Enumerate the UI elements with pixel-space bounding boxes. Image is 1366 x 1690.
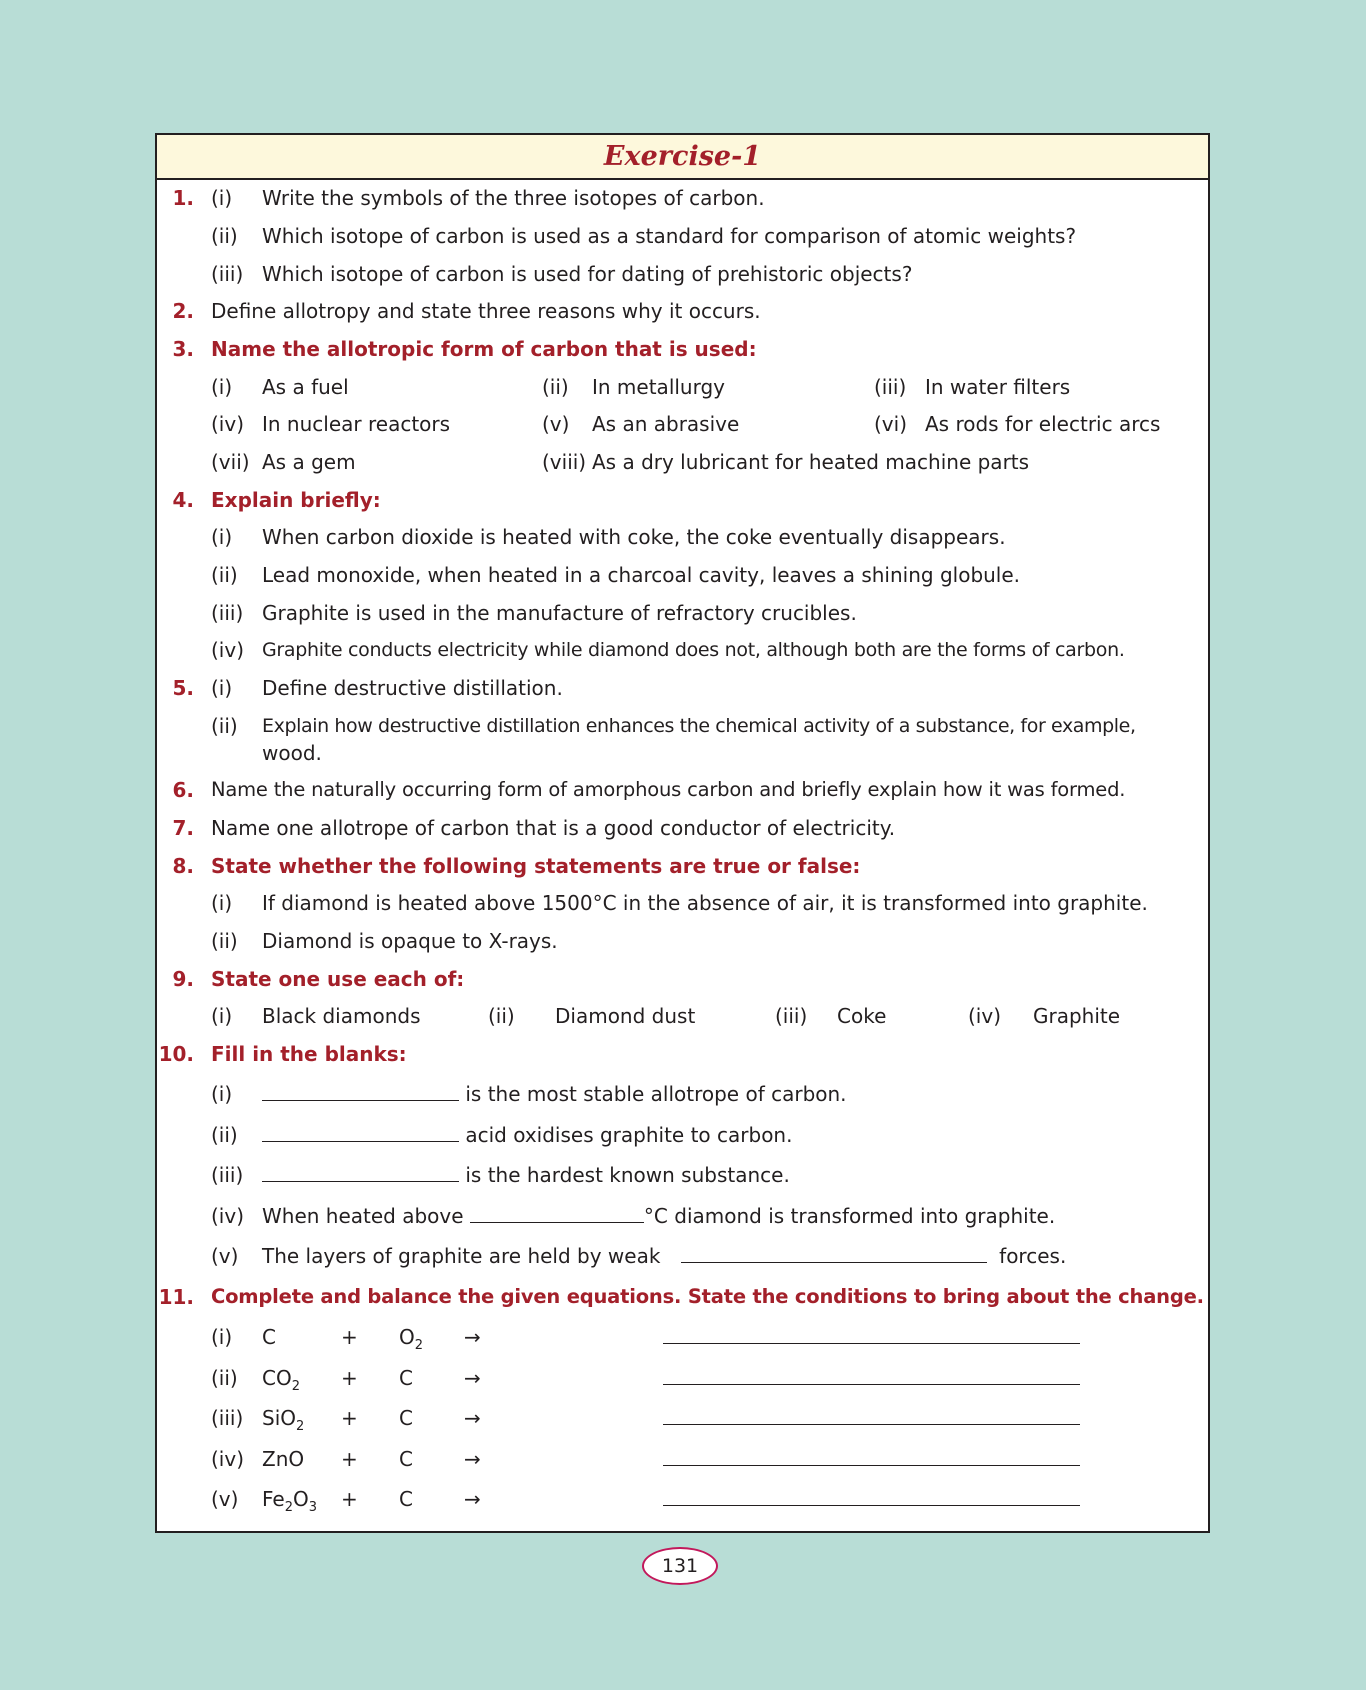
q3-items-row-2 (157, 408, 1208, 440)
arrow-icon: → (464, 1325, 481, 1349)
q11-v-r1-sub: 2 (284, 1500, 293, 1515)
q11-text: Complete and balance the given equations. State the conditions to bring about the change. (211, 1285, 1204, 1308)
q11-eq-iv (157, 1443, 1208, 1475)
q4-row-iv (157, 634, 1208, 666)
q3-text: Name the allotropic form of carbon that is used: (211, 337, 757, 361)
q3-vi-text: As rods for electric arcs (925, 412, 1161, 436)
q5-ii-text: Explain how destructive distillation enhances the chemical activity of a substance, for example, (262, 715, 1136, 737)
q8-ii-label: (ii) (211, 929, 238, 953)
q4-row (157, 484, 1208, 516)
q10-row-i (157, 1078, 1208, 1110)
q9-iv-label: (iv) (968, 1004, 1001, 1028)
q2-number: 2. (172, 299, 194, 323)
q1-i-label: (i) (211, 186, 233, 210)
plus-sign: + (341, 1406, 358, 1430)
q11-iii-r1-sub: 2 (296, 1419, 305, 1434)
q4-row-ii (157, 559, 1208, 591)
plus-sign: + (341, 1487, 358, 1511)
q11-iii-r1: SiO (262, 1406, 296, 1430)
exercise-title: Exercise-1 (603, 141, 762, 172)
q11-iv-reactant1: ZnO (262, 1447, 305, 1471)
q3-ii-text: In metallurgy (592, 375, 726, 399)
q3-items-row-3 (157, 446, 1208, 478)
q10-iii-label: (iii) (211, 1163, 244, 1187)
q11-iii-label: (iii) (211, 1406, 244, 1430)
q8-row-ii (157, 925, 1208, 957)
q10-v-before: The layers of graphite are held by weak (262, 1244, 661, 1268)
q9-iv-text: Graphite (1033, 1004, 1121, 1028)
q11-v-r1: Fe (262, 1487, 285, 1511)
q3-number: 3. (172, 337, 194, 361)
q10-iii-after: is the hardest known substance. (465, 1163, 790, 1187)
q8-i-label: (i) (211, 891, 233, 915)
plus-sign: + (341, 1325, 358, 1349)
q11-eq-v (157, 1483, 1208, 1515)
q2-row (157, 295, 1208, 327)
answer-line[interactable] (663, 1343, 1080, 1344)
q11-iv-label: (iv) (211, 1447, 244, 1471)
q9-i-label: (i) (211, 1004, 233, 1028)
q3-vii-text: As a gem (262, 450, 356, 474)
arrow-icon: → (464, 1447, 481, 1471)
q4-iii-text: Graphite is used in the manufacture of refractory crucibles. (262, 601, 857, 625)
q11-eq-i (157, 1321, 1208, 1353)
q10-text: Fill in the blanks: (211, 1042, 407, 1066)
q3-row (157, 333, 1208, 365)
q11-i-r2-sub: 2 (414, 1338, 424, 1353)
q3-iv-text: In nuclear reactors (262, 412, 451, 436)
q9-ii-label: (ii) (488, 1004, 515, 1028)
q4-row-i (157, 521, 1208, 553)
q1-row-ii (157, 220, 1208, 252)
q11-eq-iii (157, 1402, 1208, 1434)
q4-iv-label: (iv) (211, 638, 244, 662)
q7-text: Name one allotrope of carbon that is a good conductor of electricity. (211, 816, 896, 840)
q8-row-i (157, 887, 1208, 919)
q10-iv-after: °C diamond is transformed into graphite. (643, 1204, 1056, 1228)
q11-iv-reactant2: C (399, 1447, 413, 1471)
q5-ii-text-cont: wood. (262, 741, 322, 765)
q10-iv-before: When heated above (262, 1204, 464, 1228)
q10-i-label: (i) (211, 1082, 233, 1106)
q4-row-iii (157, 597, 1208, 629)
q2-text: Define allotropy and state three reasons why it occurs. (211, 299, 761, 323)
answer-line[interactable] (663, 1505, 1080, 1506)
answer-line[interactable] (663, 1384, 1080, 1385)
q11-number: 11. (158, 1285, 194, 1309)
q9-ii-text: Diamond dust (555, 1004, 696, 1028)
q4-i-text: When carbon dioxide is heated with coke, the coke eventually disappears. (262, 525, 1006, 549)
q11-row (157, 1281, 1208, 1313)
q6-number: 6. (172, 778, 194, 802)
q3-vii-label: (vii) (211, 450, 250, 474)
q10-ii-after: acid oxidises graphite to carbon. (465, 1123, 793, 1147)
q1-row-i (157, 182, 1208, 214)
q10-iv-label: (iv) (211, 1204, 244, 1228)
q11-ii-reactant2: C (399, 1366, 413, 1390)
q10-i-after: is the most stable allotrope of carbon. (465, 1082, 847, 1106)
q11-v-label: (v) (211, 1487, 239, 1511)
arrow-icon: → (464, 1487, 481, 1511)
q1-row-iii (157, 258, 1208, 290)
q10-i-line (262, 1078, 847, 1110)
answer-line[interactable] (663, 1424, 1080, 1425)
q11-i-reactant1 (262, 1321, 276, 1353)
q6-row (157, 774, 1208, 806)
q11-v-reactant1 (262, 1483, 317, 1515)
q4-number: 4. (172, 488, 194, 512)
q5-i-text: Define destructive distillation. (262, 676, 563, 700)
q3-i-label: (i) (211, 375, 233, 399)
q10-ii-label: (ii) (211, 1123, 238, 1147)
q10-row-iii (157, 1159, 1208, 1191)
q11-eq-ii (157, 1362, 1208, 1394)
q9-text: State one use each of: (211, 967, 465, 991)
q1-ii-text: Which isotope of carbon is used as a standard for comparison of atomic weights? (262, 224, 1077, 248)
q9-i-text: Black diamonds (262, 1004, 421, 1028)
q11-ii-r1: CO (262, 1366, 292, 1390)
q9-items-row (157, 1000, 1208, 1032)
q8-text: State whether the following statements are true or false: (211, 854, 861, 878)
q6-text: Name the naturally occurring form of amorphous carbon and briefly explain how it was formed. (211, 778, 1126, 801)
q8-ii-text: Diamond is opaque to X-rays. (262, 929, 558, 953)
q11-i-label: (i) (211, 1325, 233, 1349)
q11-ii-label: (ii) (211, 1366, 238, 1390)
plus-sign: + (341, 1447, 358, 1471)
q11-i-reactant2 (399, 1321, 423, 1353)
q5-i-label: (i) (211, 676, 233, 700)
q1-iii-label: (iii) (211, 262, 244, 286)
q5-ii-label: (ii) (211, 714, 238, 738)
q11-ii-r1-sub: 2 (291, 1379, 300, 1394)
q10-v-after: forces. (999, 1244, 1067, 1268)
q10-row-iv (157, 1200, 1208, 1232)
q5-number: 5. (172, 676, 194, 700)
blank-line[interactable] (262, 1120, 459, 1142)
q3-vi-label: (vi) (874, 412, 907, 436)
q1-i-text: Write the symbols of the three isotopes of carbon. (262, 186, 765, 210)
q11-iii-reactant2: C (399, 1406, 413, 1430)
q10-row (157, 1038, 1208, 1070)
q3-ii-label: (ii) (542, 375, 569, 399)
q10-iii-line (262, 1159, 790, 1191)
q3-v-text: As an abrasive (592, 412, 740, 436)
q8-number: 8. (172, 854, 194, 878)
q3-i-text: As a fuel (262, 375, 349, 399)
q1-iii-text: Which isotope of carbon is used for dating of prehistoric objects? (262, 262, 913, 286)
q4-i-label: (i) (211, 525, 233, 549)
q3-iv-label: (iv) (211, 412, 244, 436)
q8-row (157, 850, 1208, 882)
q9-row (157, 963, 1208, 995)
exercise-content (157, 180, 1208, 1530)
q11-v-r1b: O (293, 1487, 309, 1511)
q11-iii-reactant1 (262, 1402, 304, 1434)
q9-number: 9. (172, 967, 194, 991)
q3-v-label: (v) (542, 412, 570, 436)
q9-iii-text: Coke (837, 1004, 887, 1028)
q4-text: Explain briefly: (211, 488, 381, 512)
q4-iv-text: Graphite conducts electricity while diamond does not, although both are the forms of carbon. (262, 639, 1125, 661)
q3-iii-text: In water filters (925, 375, 1071, 399)
blank-line[interactable] (470, 1201, 644, 1223)
q11-i-r1: C (262, 1325, 276, 1349)
q10-iv-line (262, 1200, 1055, 1232)
q1-ii-label: (ii) (211, 224, 238, 248)
q1-number: 1. (172, 186, 194, 210)
q5-row-i (157, 672, 1208, 704)
q10-number: 10. (158, 1042, 194, 1066)
q11-v-reactant2: C (399, 1487, 413, 1511)
q3-iii-label: (iii) (874, 375, 907, 399)
plus-sign: + (341, 1366, 358, 1390)
q3-items-row-1 (157, 371, 1208, 403)
title-bar (157, 135, 1208, 180)
q10-v-label: (v) (211, 1244, 239, 1268)
q10-row-ii (157, 1119, 1208, 1151)
q7-row (157, 812, 1208, 844)
q7-number: 7. (172, 816, 194, 840)
q11-i-r2: O (399, 1325, 415, 1349)
page-number: 131 (642, 1547, 718, 1585)
q9-iii-label: (iii) (775, 1004, 808, 1028)
q10-ii-line (262, 1119, 792, 1151)
q11-ii-reactant1 (262, 1362, 300, 1394)
blank-line[interactable] (262, 1079, 459, 1101)
blank-line[interactable] (262, 1160, 459, 1182)
q4-iii-label: (iii) (211, 601, 244, 625)
arrow-icon: → (464, 1406, 481, 1430)
answer-line[interactable] (663, 1465, 1080, 1466)
q10-row-v (157, 1240, 1208, 1272)
arrow-icon: → (464, 1366, 481, 1390)
q8-i-text: If diamond is heated above 1500°C in the absence of air, it is transformed into graphite. (262, 891, 1148, 915)
exercise-box (155, 133, 1210, 1533)
blank-line[interactable] (681, 1241, 987, 1263)
q10-v-line (262, 1240, 1066, 1272)
q5-row-ii-cont (157, 737, 1208, 769)
q4-ii-label: (ii) (211, 563, 238, 587)
q3-viii-label: (viii) (542, 450, 587, 474)
q4-ii-text: Lead monoxide, when heated in a charcoal cavity, leaves a shining globule. (262, 563, 1021, 587)
q3-viii-text: As a dry lubricant for heated machine parts (592, 450, 1030, 474)
q11-v-r1b-sub: 3 (308, 1500, 318, 1515)
